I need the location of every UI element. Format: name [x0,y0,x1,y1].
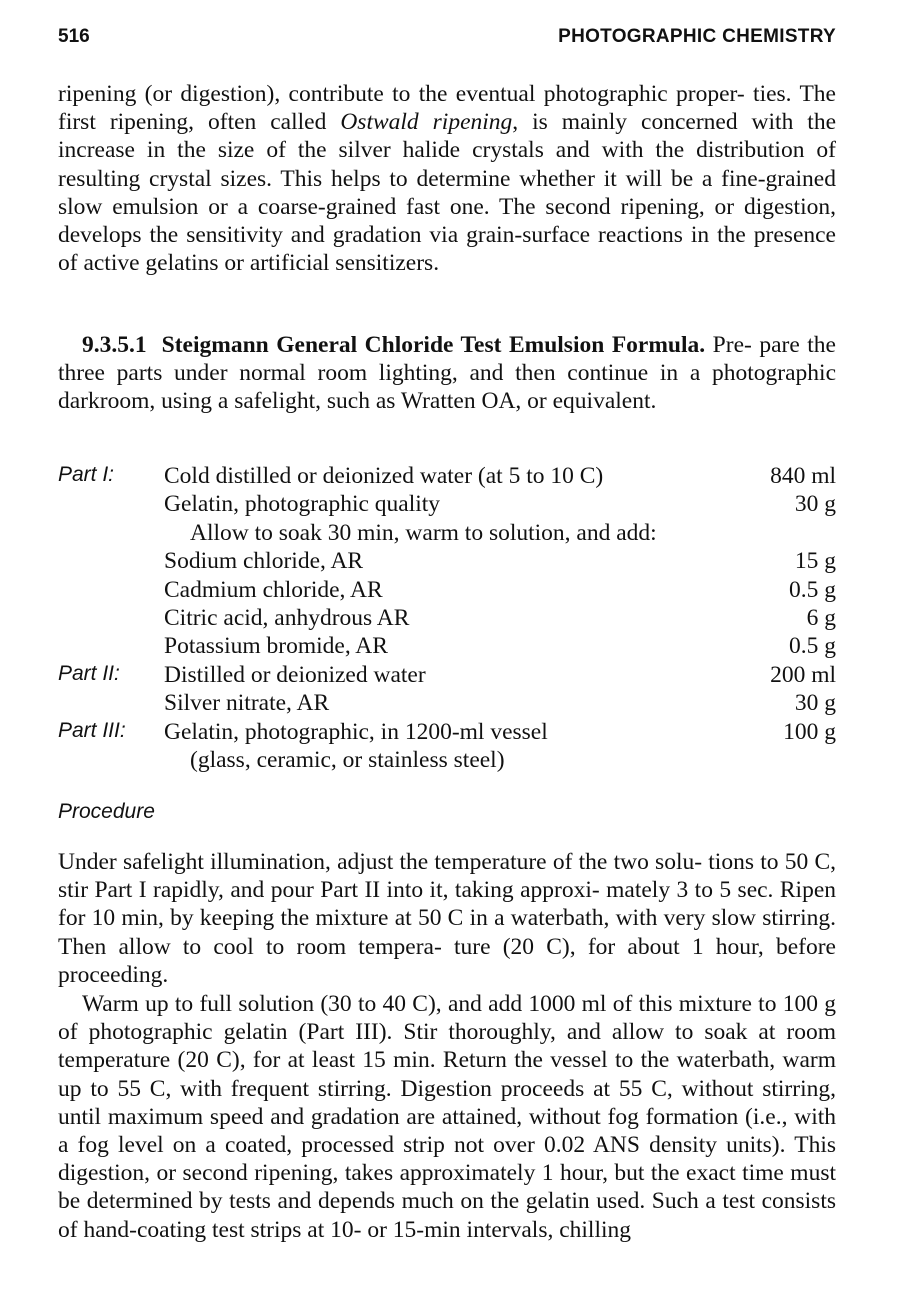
section-paragraph [58,331,836,416]
running-head: PHOTOGRAPHIC CHEMISTRY [558,26,836,47]
recipe-ingredient: Cold distilled or deionized water (at 5 to 10 C) [164,463,604,489]
recipe-row [58,491,836,519]
ostwald-term: Ostwald ripening [340,109,513,136]
recipe-ingredient: Silver nitrate, AR [164,690,330,717]
recipe-ingredient: Cadmium chloride, AR [164,576,383,603]
recipe-quantity: 0.5 g [789,576,836,603]
recipe-ingredient: Citric acid, anhydrous AR [164,604,410,631]
section-number: 9.3.5.1 [82,332,147,358]
recipe-instruction: Allow to soak 30 min, warm to solution, and add: [190,519,657,546]
recipe-ingredient: Gelatin, photographic quality [164,491,441,518]
page-header [58,26,836,54]
recipe-row [58,690,836,718]
section-text: Pre- pare the three parts under normal room lighting, and then continue in a photographic darkroom, using a safelight, such as Wratten OA, or equivalent. [58,332,836,415]
intro-text-1: ripening (or digestion), contribute to the eventual photographic proper- ties. The first ripening, often called [58,81,836,136]
recipe-ingredient-note: (glass, ceramic, or stainless steel) [190,746,505,773]
recipe-ingredient: Sodium chloride, AR [164,548,364,575]
recipe-row [58,520,836,548]
page-number: 516 [58,26,90,47]
recipe-ingredient: Distilled or deionized water [164,661,426,688]
recipe-row [58,577,836,605]
recipe-quantity: 30 g [794,690,836,717]
recipe-row [58,662,836,690]
recipe-row [58,463,836,491]
recipe-part: Part I: [58,463,115,486]
procedure-paragraph-1: Under safelight illumination, adjust the temperature of the two solu- tions to 50 C, stir Part I rapidly, and pour Part II into it, taking approxi- mately 3 to 5 sec. Ripen for 10 min, by keeping the mixture at 50 C in a waterbath, with very slow stirring. Then allow to cool to room tempera- ture (20 C), for about 1 hour, before proceeding. [58,849,836,988]
procedure-heading: Procedure [58,800,155,823]
recipe-quantity: 0.5 g [789,633,836,660]
recipe-ingredient: Gelatin, photographic, in 1200-ml vessel [164,718,548,745]
recipe-table [58,463,836,775]
intro-text-2: , is mainly concerned with the increase in the size of the silver halide crystals and with the distribution of resulting crystal sizes. This helps to determine whether it will be a fine-grained slow emulsion or a coarse-grained fast one. The second ripening, or digestion, develops the sensitivity and gradation via grain-surface reactions in the presence of active gelatins or artificial sensitizers. [58,109,837,277]
recipe-quantity: 200 ml [770,661,836,688]
recipe-row [58,605,836,633]
procedure-paragraph-2: Warm up to full solution (30 to 40 C), and add 1000 ml of this mixture to 100 g of photographic gelatin (Part III). Stir thoroughly, and allow to soak at room temperature (20 C), for at least 15 min. Return the vessel to the waterbath, warm up to 55 C, with frequent stirring. Digestion proceeds at 55 C, without stirring, until maximum speed and gradation are attained, without fog formation (i.e., with a fog level on a coated, processed strip not over 0.02 ANS density units). This digestion, or second ripening, takes approximately 1 hour, but the exact time must be determined by tests and depends much on the gelatin used. Such a test consists of hand-coating test strips at 10- or 15-min intervals, chilling [58,991,836,1243]
section-title: Steigmann General Chloride Test Emulsion Formula. [161,332,706,358]
recipe-part: Part II: [58,661,120,685]
recipe-quantity: 840 ml [770,463,836,489]
recipe-row [58,747,836,775]
recipe-ingredient: Potassium bromide, AR [164,633,388,660]
recipe-quantity: 100 g [783,718,836,745]
recipe-quantity: 30 g [794,491,836,518]
recipe-quantity: 15 g [794,548,836,575]
recipe-quantity: 6 g [806,604,836,631]
recipe-row [58,633,836,661]
recipe-part: Part III: [58,718,126,742]
recipe-row [58,548,836,576]
recipe-row [58,719,836,747]
intro-paragraph [58,80,836,277]
